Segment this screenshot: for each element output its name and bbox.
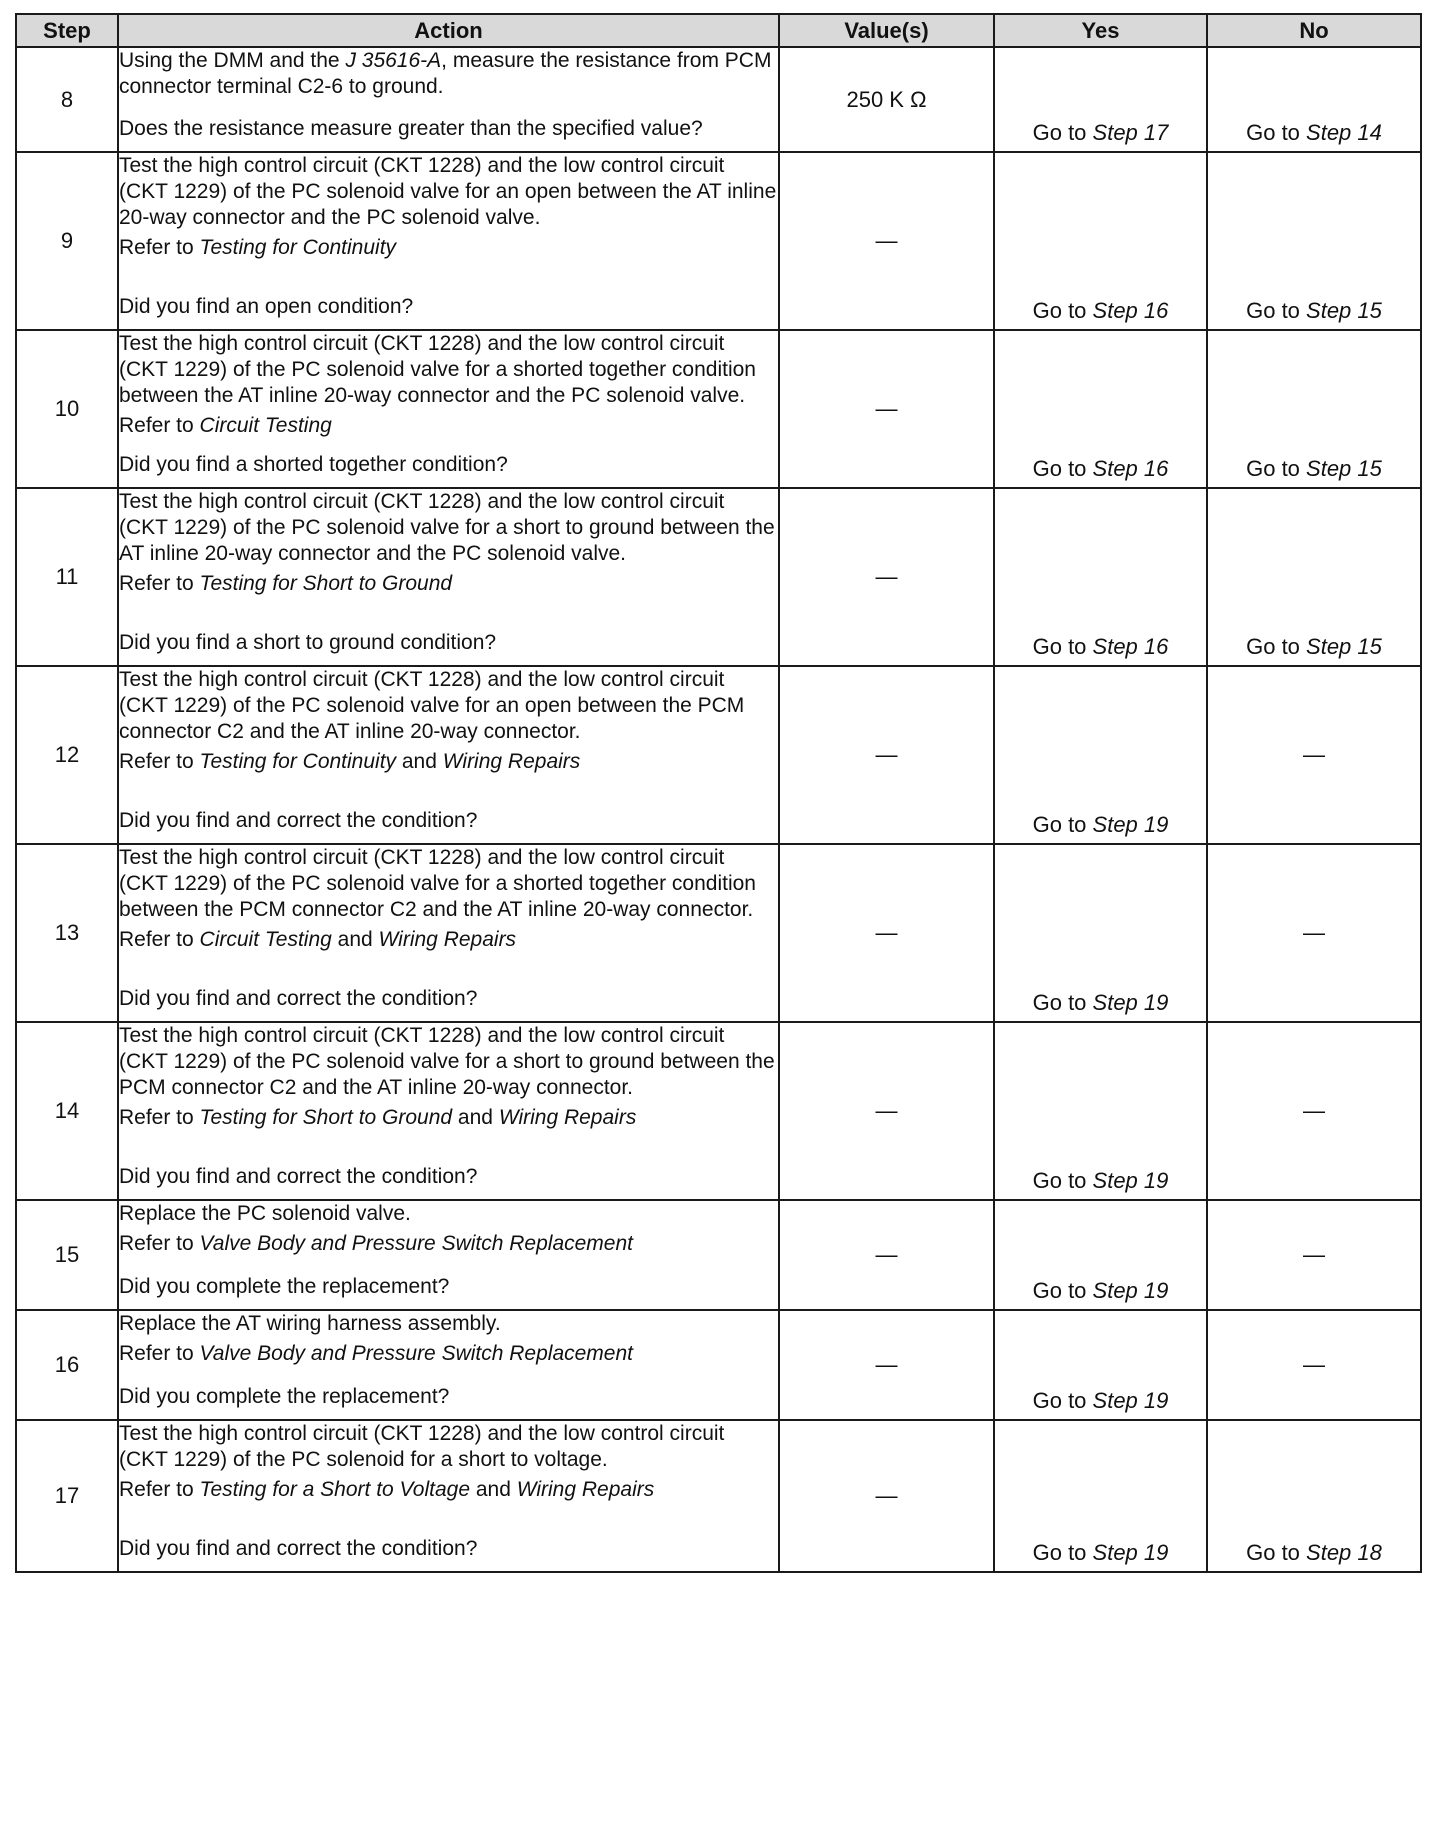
- goto-step-link[interactable]: Step 14: [1306, 120, 1382, 145]
- no-goto[interactable]: [1208, 634, 1420, 660]
- action-paragraph: [119, 1341, 778, 1367]
- action-cell: [118, 1022, 779, 1200]
- reference-link[interactable]: Testing for Short to Ground: [199, 1106, 453, 1129]
- action-text: Did you find and correct the condition?: [119, 1537, 478, 1560]
- action-paragraph: [119, 489, 778, 567]
- no-goto[interactable]: [1208, 298, 1420, 324]
- goto-step-link[interactable]: Step 15: [1306, 298, 1382, 323]
- yes-goto[interactable]: [995, 120, 1206, 146]
- no-dash: —: [1303, 1242, 1325, 1267]
- action-paragraph: [119, 667, 778, 745]
- value-cell: —: [779, 1022, 994, 1200]
- no-cell: [1207, 1200, 1421, 1310]
- goto-prefix: Go to: [1032, 812, 1093, 837]
- goto-prefix: Go to: [1032, 1540, 1093, 1565]
- table-row: [16, 152, 1421, 330]
- action-cell: [118, 1420, 779, 1572]
- value-cell: —: [779, 1310, 994, 1420]
- action-cell: [118, 330, 779, 488]
- table-row: [16, 47, 1421, 152]
- header-row: [16, 14, 1421, 47]
- yes-goto[interactable]: [995, 1540, 1206, 1566]
- action-question: [119, 630, 778, 656]
- reference-link[interactable]: Wiring Repairs: [442, 750, 581, 773]
- action-question: [119, 1384, 778, 1410]
- goto-prefix: Go to: [1032, 1388, 1093, 1413]
- reference-link[interactable]: Testing for a Short to Voltage: [199, 1478, 470, 1501]
- yes-cell: [994, 844, 1207, 1022]
- step-number: 15: [16, 1200, 118, 1310]
- action-text: Refer to: [119, 750, 200, 773]
- step-number: 16: [16, 1310, 118, 1420]
- action-paragraph: [119, 1231, 778, 1257]
- action-paragraph: [119, 1023, 778, 1101]
- reference-link[interactable]: Valve Body and Pressure Switch Replacement: [199, 1342, 633, 1365]
- action-text: Test the high control circuit (CKT 1228) and the low control circuit (CKT 1229) of the PC solenoid valve for a short to ground between the PCM connector C2 and the AT inline 20-way connector.: [119, 1024, 775, 1099]
- action-text: Refer to: [119, 414, 200, 437]
- action-paragraph: [119, 927, 778, 953]
- reference-link[interactable]: Wiring Repairs: [498, 1106, 637, 1129]
- table-row: [16, 488, 1421, 666]
- no-cell: [1207, 1420, 1421, 1572]
- action-text: Test the high control circuit (CKT 1228) and the low control circuit (CKT 1229) of the PC solenoid valve for a shorted together condition between the AT inline 20-way connector and the PC solenoid valve.: [119, 332, 756, 407]
- goto-prefix: Go to: [1032, 1168, 1093, 1193]
- header-no: No: [1207, 14, 1421, 47]
- goto-prefix: Go to: [1246, 634, 1307, 659]
- no-cell: [1207, 330, 1421, 488]
- action-text: Refer to: [119, 236, 200, 259]
- action-question: [119, 1274, 778, 1300]
- reference-link[interactable]: Testing for Continuity: [199, 236, 397, 259]
- goto-step-link[interactable]: Step 19: [1092, 1168, 1169, 1193]
- no-cell: [1207, 488, 1421, 666]
- goto-prefix: Go to: [1032, 120, 1093, 145]
- action-text: Did you find a shorted together condition?: [119, 453, 508, 476]
- step-number: 14: [16, 1022, 118, 1200]
- action-text: Using the DMM and the: [119, 49, 346, 72]
- header-action: Action: [118, 14, 779, 47]
- yes-cell: [994, 330, 1207, 488]
- reference-link[interactable]: Wiring Repairs: [516, 1478, 655, 1501]
- goto-step-link[interactable]: Step 19: [1092, 812, 1169, 837]
- goto-step-link[interactable]: Step 16: [1092, 298, 1169, 323]
- action-question: [119, 1536, 778, 1562]
- header-yes: Yes: [994, 14, 1207, 47]
- action-paragraph: [119, 331, 778, 409]
- goto-step-link[interactable]: Step 19: [1092, 1540, 1169, 1565]
- yes-cell: [994, 1200, 1207, 1310]
- action-text: Did you complete the replacement?: [119, 1385, 450, 1408]
- action-paragraph: [119, 749, 778, 775]
- goto-step-link[interactable]: Step 15: [1306, 634, 1382, 659]
- action-question: [119, 452, 778, 478]
- reference-link[interactable]: J 35616-A: [345, 49, 442, 72]
- step-number: 9: [16, 152, 118, 330]
- table-row: [16, 330, 1421, 488]
- table-row: [16, 1200, 1421, 1310]
- yes-goto[interactable]: [995, 298, 1206, 324]
- yes-goto[interactable]: [995, 1278, 1206, 1304]
- action-text: Did you complete the replacement?: [119, 1275, 450, 1298]
- goto-step-link[interactable]: Step 16: [1092, 456, 1169, 481]
- action-cell: [118, 844, 779, 1022]
- table-row: [16, 1022, 1421, 1200]
- step-number: 12: [16, 666, 118, 844]
- action-paragraph: [119, 235, 778, 261]
- value-cell: —: [779, 1200, 994, 1310]
- yes-cell: [994, 47, 1207, 152]
- step-number: 17: [16, 1420, 118, 1572]
- value-cell: 250 K Ω: [779, 47, 994, 152]
- no-dash: —: [1303, 1352, 1325, 1377]
- goto-step-link[interactable]: Step 15: [1306, 456, 1382, 481]
- action-text: Did you find and correct the condition?: [119, 809, 478, 832]
- action-question: [119, 116, 778, 142]
- action-cell: [118, 1310, 779, 1420]
- goto-prefix: Go to: [1246, 456, 1307, 481]
- action-cell: [118, 666, 779, 844]
- yes-cell: [994, 152, 1207, 330]
- yes-goto[interactable]: [995, 456, 1206, 482]
- goto-step-link[interactable]: Step 19: [1092, 1278, 1169, 1303]
- action-question: [119, 1164, 778, 1190]
- goto-step-link[interactable]: Step 19: [1092, 1388, 1169, 1413]
- header-values: Value(s): [779, 14, 994, 47]
- goto-prefix: Go to: [1032, 1278, 1093, 1303]
- step-number: 8: [16, 47, 118, 152]
- action-text: Refer to: [119, 928, 200, 951]
- action-text: Refer to: [119, 1106, 200, 1129]
- yes-goto[interactable]: [995, 634, 1206, 660]
- reference-link[interactable]: Circuit Testing: [199, 414, 332, 437]
- reference-link[interactable]: Valve Body and Pressure Switch Replacement: [199, 1232, 633, 1255]
- diagnostic-table: [15, 13, 1422, 1573]
- value-cell: —: [779, 488, 994, 666]
- action-text: Did you find an open condition?: [119, 295, 414, 318]
- goto-step-link[interactable]: Step 17: [1092, 120, 1169, 145]
- no-dash: —: [1303, 920, 1325, 945]
- reference-link[interactable]: Wiring Repairs: [378, 928, 517, 951]
- yes-goto[interactable]: [995, 1388, 1206, 1414]
- value-cell: —: [779, 152, 994, 330]
- value-cell: —: [779, 330, 994, 488]
- step-number: 13: [16, 844, 118, 1022]
- action-text: Refer to: [119, 1478, 200, 1501]
- action-text: and: [470, 1478, 517, 1501]
- no-goto[interactable]: [1208, 1540, 1420, 1566]
- goto-prefix: Go to: [1032, 456, 1093, 481]
- yes-goto[interactable]: [995, 812, 1206, 838]
- action-text: Did you find a short to ground condition?: [119, 631, 497, 654]
- action-text: Test the high control circuit (CKT 1228) and the low control circuit (CKT 1229) of the PC solenoid valve for an open between the PCM connector C2 and the AT inline 20-way connector.: [119, 668, 745, 743]
- reference-link[interactable]: Testing for Short to Ground: [199, 572, 453, 595]
- step-number: 11: [16, 488, 118, 666]
- action-paragraph: [119, 571, 778, 597]
- action-text: and: [331, 928, 379, 951]
- yes-cell: [994, 488, 1207, 666]
- action-text: Replace the PC solenoid valve.: [119, 1202, 411, 1225]
- value-cell: —: [779, 844, 994, 1022]
- action-text: , measure the resistance from PCM connector terminal C2-6 to ground.: [119, 49, 772, 98]
- action-text: Did you find and correct the condition?: [119, 1165, 478, 1188]
- table-body: [16, 47, 1421, 1572]
- goto-prefix: Go to: [1246, 120, 1307, 145]
- action-paragraph: [119, 1201, 778, 1227]
- action-paragraph: [119, 845, 778, 923]
- table-row: [16, 844, 1421, 1022]
- goto-prefix: Go to: [1032, 298, 1093, 323]
- action-question: [119, 808, 778, 834]
- action-paragraph: [119, 1477, 778, 1503]
- action-cell: [118, 1200, 779, 1310]
- action-question: [119, 294, 778, 320]
- action-cell: [118, 152, 779, 330]
- action-text: Test the high control circuit (CKT 1228) and the low control circuit (CKT 1229) of the PC solenoid for a short to voltage.: [119, 1422, 725, 1471]
- value-cell: —: [779, 666, 994, 844]
- action-text: Test the high control circuit (CKT 1228) and the low control circuit (CKT 1229) of the PC solenoid valve for a shorted together condition between the PCM connector C2 and the AT inline 20-way connector.: [119, 846, 756, 921]
- yes-cell: [994, 1022, 1207, 1200]
- action-text: Refer to: [119, 1232, 200, 1255]
- goto-prefix: Go to: [1246, 298, 1307, 323]
- table-row: [16, 1310, 1421, 1420]
- no-cell: [1207, 1310, 1421, 1420]
- goto-prefix: Go to: [1246, 1540, 1307, 1565]
- action-text: Refer to: [119, 1342, 200, 1365]
- value-cell: —: [779, 1420, 994, 1572]
- yes-goto[interactable]: [995, 990, 1206, 1016]
- action-cell: [118, 488, 779, 666]
- yes-cell: [994, 1310, 1207, 1420]
- table-row: [16, 1420, 1421, 1572]
- action-text: Did you find and correct the condition?: [119, 987, 478, 1010]
- goto-step-link[interactable]: Step 16: [1092, 634, 1169, 659]
- reference-link[interactable]: Testing for Continuity: [199, 750, 397, 773]
- no-dash: —: [1303, 742, 1325, 767]
- action-text: and: [396, 750, 443, 773]
- action-text: Replace the AT wiring harness assembly.: [119, 1312, 501, 1335]
- goto-step-link[interactable]: Step 19: [1092, 990, 1169, 1015]
- goto-prefix: Go to: [1032, 990, 1093, 1015]
- action-paragraph: [119, 1311, 778, 1337]
- no-dash: —: [1303, 1098, 1325, 1123]
- action-paragraph: [119, 153, 778, 231]
- goto-step-link[interactable]: Step 18: [1306, 1540, 1382, 1565]
- reference-link[interactable]: Circuit Testing: [199, 928, 332, 951]
- header-step: Step: [16, 14, 118, 47]
- no-cell: [1207, 1022, 1421, 1200]
- action-text: Does the resistance measure greater than the specified value?: [119, 117, 703, 140]
- no-cell: [1207, 844, 1421, 1022]
- no-cell: [1207, 152, 1421, 330]
- yes-cell: [994, 1420, 1207, 1572]
- no-goto[interactable]: [1208, 456, 1420, 482]
- action-text: and: [452, 1106, 499, 1129]
- action-text: Refer to: [119, 572, 200, 595]
- action-cell: [118, 47, 779, 152]
- action-text: Test the high control circuit (CKT 1228) and the low control circuit (CKT 1229) of the PC solenoid valve for a short to ground between the AT inline 20-way connector and the PC solenoid valve.: [119, 490, 775, 565]
- no-goto[interactable]: [1208, 120, 1420, 146]
- action-text: Test the high control circuit (CKT 1228) and the low control circuit (CKT 1229) of the PC solenoid valve for an open between the AT inline 20-way connector and the PC solenoid valve.: [119, 154, 777, 229]
- table-row: [16, 666, 1421, 844]
- goto-prefix: Go to: [1032, 634, 1093, 659]
- action-question: [119, 986, 778, 1012]
- no-cell: [1207, 666, 1421, 844]
- no-cell: [1207, 47, 1421, 152]
- yes-cell: [994, 666, 1207, 844]
- action-paragraph: [119, 1105, 778, 1131]
- yes-goto[interactable]: [995, 1168, 1206, 1194]
- action-paragraph: [119, 48, 778, 100]
- step-number: 10: [16, 330, 118, 488]
- action-paragraph: [119, 413, 778, 439]
- action-paragraph: [119, 1421, 778, 1473]
